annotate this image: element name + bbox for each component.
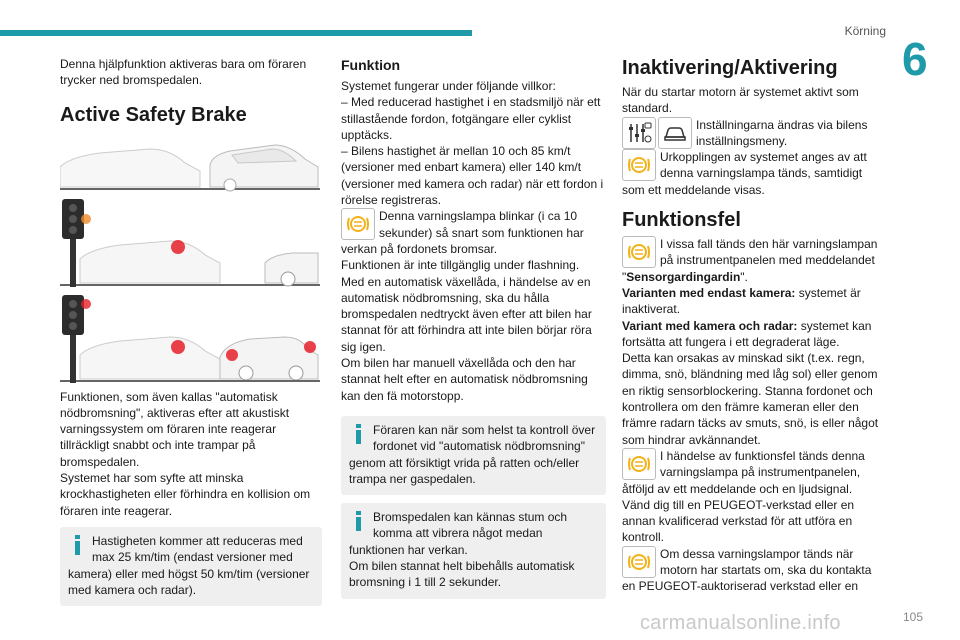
heading-funktionsfel: Funktionsfel (622, 209, 741, 232)
fault-text-1: I vissa fall tänds den här varningslampan på instrumentpanelen med meddelandet " (622, 237, 878, 284)
condition-line-2: – Med reducerad hastighet i en stadsmiljö när ett stillastående fordon, fotgängare eller cyklist upptäcks. (341, 95, 601, 142)
body-text-1: Funktionen, som även kallas "automatisk nödbromsning", aktiveras efter att akustiskt varningssystem om föraren inte reagerar tillräckligt snabbt och inte trampar på bromspedalen. (60, 389, 290, 469)
info-icon (349, 422, 367, 444)
note-text: Föraren kan när som helst ta kontroll över fordonet vid "automatisk nödbromsning" genom att försiktigt vrida på ratten och/eller trampa ner gaspedalen. (349, 422, 596, 486)
info-note-takeover (341, 416, 606, 495)
sliders-settings-icon (622, 117, 656, 149)
illustration-emergency-braking (60, 293, 320, 385)
workshop-text: Vänd dig till en PEUGEOT-verkstad eller en annan kvalificerad verkstad för att utföra en kontroll. (622, 497, 855, 545)
info-note-speed (60, 527, 322, 606)
warning-lamp-text: Denna varningslampa blinkar (i ca 10 sekunder) så snart som funktionen har verkan på fordonets bromsar. (341, 209, 584, 256)
variant-camera-label: Varianten med endast kamera: (622, 285, 796, 300)
decouple-text: Urkopplingen av systemet anges av att denna varningslampa tänds, samtidigt som ett meddelande visas. (622, 150, 867, 197)
column-2 (341, 56, 606, 607)
warning-lamp-row (341, 208, 606, 257)
fault-row-3 (622, 546, 884, 595)
fault-message: Sensorgardingardin (626, 269, 741, 284)
page-number: 105 (903, 610, 924, 624)
settings-text: Inställningarna ändras via bilens inställningsmeny. (696, 117, 868, 148)
section-label: Körning (844, 24, 886, 38)
decouple-row (622, 149, 884, 198)
note-text: Hastigheten kommer att reduceras med max 25 km/tim (endast versioner med kamera) eller med högst 50 km/tim (versioner med kamera och radar). (68, 533, 310, 597)
heading-inaktivering: Inaktivering/Aktivering (622, 57, 838, 79)
settings-icon-pair (622, 117, 692, 149)
fault-text-2: I händelse av funktionsfel tänds denna varningslampa på instrumentpanelen, åtföljd av ett meddelande och en ljudsignal. (622, 448, 865, 496)
settings-row (622, 117, 884, 150)
illustration-traffic-light-warning (60, 197, 320, 289)
fault-text-3: Om dessa varningslampor tänds när motorn har startats om, ska du kontakta en PEUGEOT-auktoriserad verkstad eller en (622, 546, 872, 594)
note-text-2: Om bilen stannat helt bibehålls automatisk bromsning i 1 till 2 sekunder. (349, 559, 575, 590)
heading-funktion: Funktion (341, 57, 401, 73)
illustration-car-approach (60, 137, 320, 193)
chapter-number: 6 (902, 33, 928, 85)
intro-text: Denna hjälpfunktion aktiveras bara om föraren trycker ned bromspedalen. (60, 57, 307, 88)
info-icon (349, 509, 367, 531)
info-note-brake-pedal (341, 503, 606, 598)
column-3 (622, 56, 884, 595)
brake-warning-icon (622, 236, 656, 268)
fault-text-1b: ". (740, 269, 748, 284)
condition-line-1: Systemet fungerar under följande villkor: (341, 79, 556, 93)
brake-warning-icon (622, 546, 656, 578)
after-warn-3: Om bilen har manuell växellåda och den har stannat helt efter en automatisk nödbromsning kan den fä motorstopp. (341, 356, 588, 403)
brake-warning-icon (622, 149, 656, 181)
default-active-text: När du startar motorn är systemet aktivt som standard. (622, 85, 859, 116)
note-text: Bromspedalen kan kännas stum och komma att vibrera något medan funktionen har verkan. (349, 510, 568, 557)
condition-line-3: – Bilens hastighet är mellan 10 och 85 km/t (versioner med enbart kamera) eller 140 km/t (versioner med kamera och radar) när ett fordon i rörelse registreras. (341, 144, 604, 208)
variant-radar-label: Variant med kamera och radar: (622, 318, 798, 333)
info-icon (68, 533, 86, 555)
after-warn-2: Med en automatisk växellåda, i händelse av en automatisk nödbromsning, ska du hålla bromspedalen nedtryckt även efter att bilen har stannat för att förhindra att inte bilen börjar röra sig igen. (341, 274, 592, 354)
watermark: carmanualsonline.info (640, 612, 841, 634)
variant-radar (622, 318, 884, 351)
body-text-2: Systemet har som syfte att minska krockhastigheten eller förhindra en kollision om föraren inte reagerar. (60, 471, 311, 518)
variant-camera-text: systemet är inaktiverat. (622, 285, 861, 317)
after-warn-1: Funktionen är inte tillgänglig under flashning. (341, 258, 580, 273)
variant-radar-text: systemet kan fortsätta att fungera i ett degraderat läge. (622, 318, 872, 349)
brake-warning-icon (622, 448, 656, 480)
brake-warning-icon (341, 208, 375, 240)
heading-active-safety-brake: Active Safety Brake (60, 103, 247, 126)
fault-row-1 (622, 236, 884, 285)
column-1 (60, 56, 322, 614)
header-accent-bar (0, 30, 472, 36)
cause-text: Detta kan orsakas av minskad sikt (t.ex. regn, dimma, snö, bländning med låg sol) eller genom en riktig sensorblockering. Stanna fordonet och kontrollera om den främre kameran eller den främre radarn täcks av smuts, snö, is eller något som hindrar avkännandet. (622, 351, 879, 447)
fault-row-2 (622, 448, 884, 497)
variant-camera (622, 285, 884, 318)
car-settings-icon (658, 117, 692, 149)
